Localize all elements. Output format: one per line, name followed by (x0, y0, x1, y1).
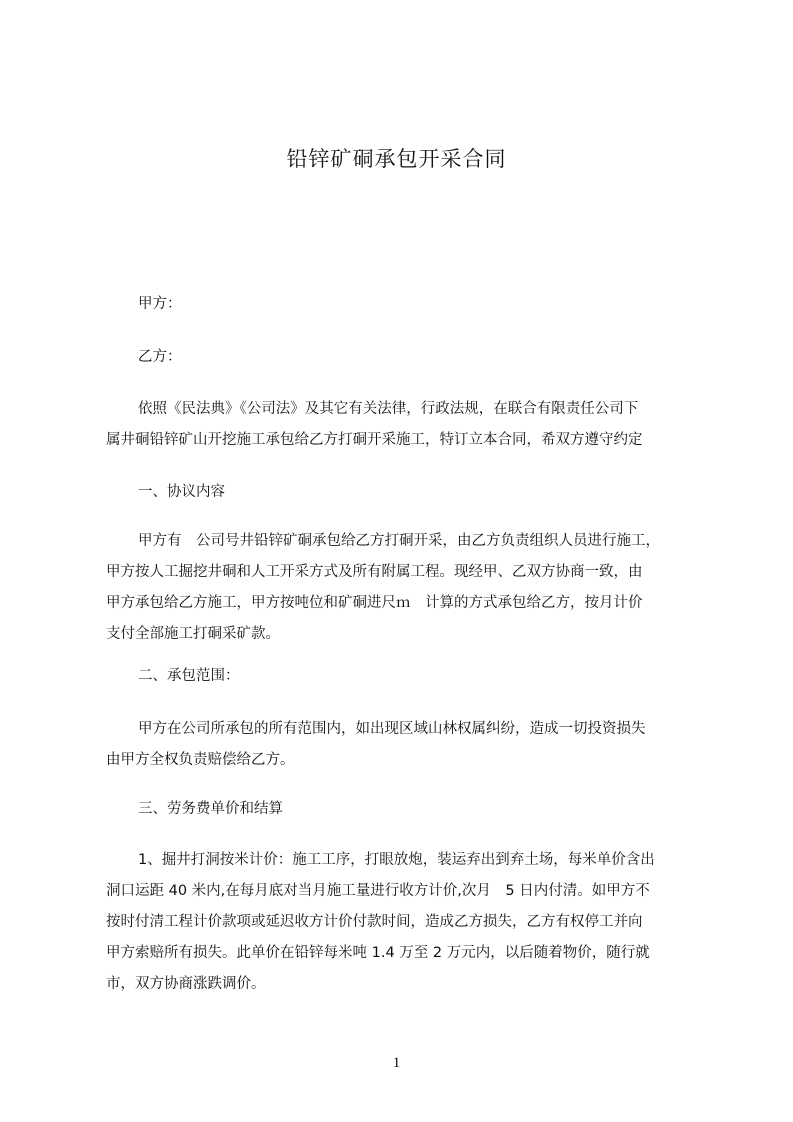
body-line: 甲方索赔所有损失。此单价在铅锌每米吨 1.4 万至 2 万元内，以后随着物价，随行就 (106, 945, 650, 961)
intro-line: 依照《民法典》《公司法》及其它有关法律，行政法规，在联合有限责任公司下 (138, 401, 639, 417)
intro-line: 属井硐铅锌矿山开挖施工承包给乙方打硐开采施工，特订立本合同，希双方遵守约定 (106, 432, 643, 448)
section-heading-scope: 二、承包范围： (138, 668, 240, 684)
body-line: 甲方承包给乙方施工，甲方按吨位和矿硐进尺ｍ 计算的方式承包给乙方，按月计价 (106, 595, 643, 611)
document-title: 铅锌矿硐承包开采合同 (286, 147, 507, 171)
party-b-label: 乙方： (138, 349, 182, 365)
body-line: 洞口运距 40 米内,在每月底对当月施工量进行收方计价,次月 5 日内付清。如甲方不 (106, 883, 650, 899)
section-body-pricing (106, 845, 706, 1000)
body-line: 市，双方协商涨跌调价。 (106, 976, 266, 992)
body-line: 由甲方全权负责赔偿给乙方。 (106, 752, 295, 768)
party-a-label: 甲方： (138, 296, 182, 312)
body-line: 甲方在公司所承包的所有范围内，如出现区域山林权属纠纷，造成一切投资损失 (138, 721, 646, 737)
body-line: 支付全部施工打硐采矿款。 (106, 626, 280, 642)
section-body-agreement (106, 526, 706, 650)
body-line: 甲方有 公司号井铅锌矿硐承包给乙方打硐开采，由乙方负责组织人员进行施工， (138, 533, 660, 549)
section-heading-pricing: 三、劳务费单价和结算 (138, 801, 283, 817)
page-number: 1 (392, 1055, 401, 1071)
body-line: 按时付清工程计价款项或延迟收方计价付款时间，造成乙方损失，乙方有权停工并向 (106, 914, 643, 930)
body-line: 1、掘井打洞按米计价：施工工序，打眼放炮，装运弃出到弃土场，每米单价含出 (138, 852, 655, 868)
section-heading-agreement: 一、协议内容 (138, 484, 225, 500)
body-line: 甲方按人工掘挖井硐和人工开采方式及所有附属工程。现经甲、乙双方协商一致，由 (106, 564, 643, 580)
section-body-scope (106, 714, 706, 776)
intro-paragraph (106, 394, 706, 456)
